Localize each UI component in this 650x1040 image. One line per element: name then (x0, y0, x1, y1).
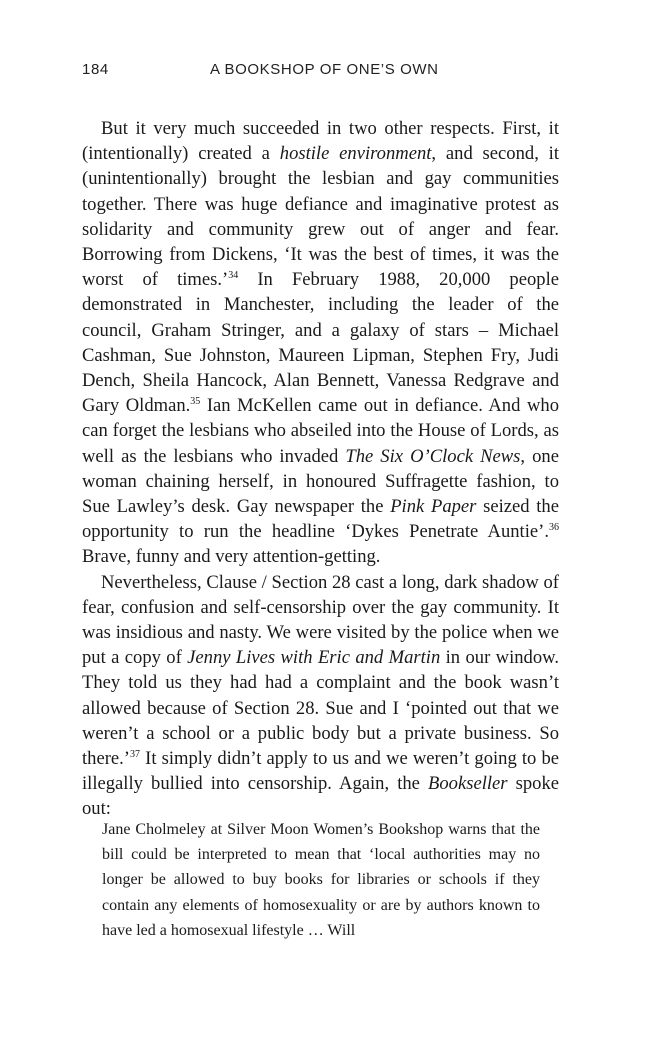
body-text (82, 116, 559, 822)
footnote-ref-37: 37 (130, 749, 141, 761)
text-run: , one woman chaining herself, in honoured Suffragette fashion, to Sue Lawley’s desk. Gay newspaper the (82, 445, 559, 518)
text-run: In February 1988, 20,000 people demonstrated in Manchester, including the leader of the council, Graham Stringer, and a galaxy of stars – Michael Cashman, Sue Johnston, Maureen Lipman, Stephen Fry, Judi Dench, Sheila Hancock, Alan Bennett, Vanessa Redgrave and Gary Oldman. (82, 269, 559, 417)
footnote-ref-35: 35 (190, 396, 201, 408)
text-run: in our window. They told us they had had a complaint and the book wasn’t allowed because of Section 28. Sue and I ‘pointed out that we weren’t a school or a public body but a private business. So there.’ (82, 647, 560, 770)
running-header (82, 61, 562, 83)
text-run: seized the opportunity to run the headline ‘Dykes Penetrate Auntie’. (82, 496, 559, 543)
footnote-ref-34: 34 (228, 270, 239, 282)
text-run: , and second, it (unintentionally) brought the lesbian and gay communities together. There was huge defiance and imaginative protest as solidarity and community grew out of anger and fear. Borrowing from Dickens, ‘It was the best of times, it was the worst of times.’ (82, 143, 559, 291)
italic-bookseller: Bookseller (428, 773, 508, 795)
italic-hostile-environment: hostile environment (279, 143, 432, 165)
footnote-ref-36: 36 (549, 522, 559, 534)
text-run: Ian McKellen came out in defiance. And who can forget the lesbians who abseiled into the House of Lords, as well as the lesbians who invaded (82, 395, 559, 467)
text-run: Nevertheless, Clause / Section 28 cast a long, dark shadow of fear, confusion and self-censorship over the gay community. It was insidious and nasty. We were visited by the police when we put a copy of (82, 571, 559, 669)
text-run: spoke out: (82, 773, 560, 820)
text-run: Brave, funny and very attention-getting. (82, 546, 381, 568)
text-run: It simply didn’t apply to us and we weren’t going to be illegally bullied into censorship. Again, the (82, 748, 559, 795)
paragraph-1 (82, 116, 559, 570)
text-run: But it very much succeeded in two other respects. First, it (intentionally) created a (82, 118, 559, 165)
running-title: A BOOKSHOP OF ONE’S OWN (210, 61, 439, 78)
block-quote: Jane Cholmeley at Silver Moon Women’s Bookshop warns that the bill could be interpreted to mean that ‘local authorities may no longer be allowed to buy books for libraries or schools if they contain any elements of homosexuality or are by authors known to have led a homosexual lifestyle … Will (102, 821, 540, 939)
paragraph-2 (82, 570, 559, 822)
italic-jenny-lives: Jenny Lives with Eric and Martin (187, 647, 441, 669)
page-number: 184 (82, 61, 109, 78)
italic-pink-paper: Pink Paper (390, 496, 477, 518)
italic-six-oclock-news: The Six O’Clock News (345, 445, 521, 467)
